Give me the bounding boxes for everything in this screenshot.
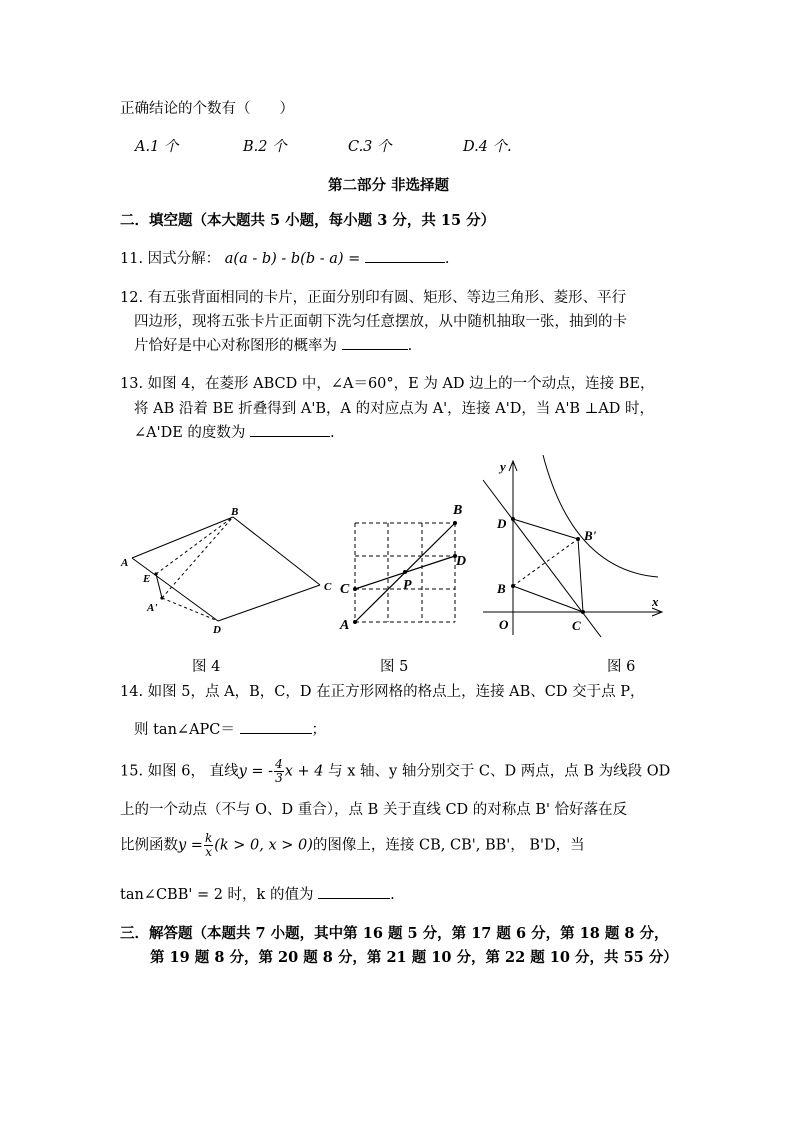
q15-end: . [390,887,395,903]
q11-blank [365,248,445,264]
section2-title: 二．填空题（本大题共 5 小题，每小题 3 分，共 15 分） [120,212,496,229]
q12-line3 [134,334,412,355]
fig6-label-b: B [497,581,506,596]
q15-line4 [120,883,395,904]
q10-option-b: B.2 个 [243,139,287,155]
q12-blank [342,335,408,351]
q15-line4-text: tan∠CBB' = 2 时，k 的值为 [120,887,314,903]
fig6-label-d: D [497,516,507,531]
fig4-label-c: C [324,581,332,593]
fig6-label-o: O [499,617,509,632]
fig6-label-c: C [572,618,581,633]
q10-tail: 正确结论的个数有（ ） [120,101,294,117]
q13-line1: 13. 如图 4，在菱形 ABCD 中，∠A＝60°，E 为 AD 边上的一个动点，连接 BE， [120,376,655,392]
q15-line3-pre: 比例函数 [120,837,178,854]
q14-line2-text: 则 tan∠APC＝ [134,722,235,738]
fig6-label-b1: B' [584,528,597,543]
q14-line1: 14. 如图 5，点 A，B，C，D 在正方形网格的格点上，连接 AB、CD 交于点 P， [120,684,645,700]
q10-option-d: D.4 个. [463,139,512,155]
fig5-label-c: C [340,582,350,597]
fig4-edge-bc [233,517,320,585]
section3-line1: 三．解答题（本题共 7 小题，其中第 16 题 5 分，第 17 题 6 分，第 18 题 8 分， [120,925,669,942]
fig4-label-a: A [121,557,129,569]
fig6-label-y: y [500,459,506,474]
q15-mid: 与 x 轴、y 轴分别交于 C、D 两点，点 B 为线段 OD [328,763,671,780]
fig4-edge-ab [132,517,233,558]
fig4-label-a1: A' [147,602,158,614]
q10-option-a: A.1 个 [135,139,179,155]
fig4-label-d: D [213,624,221,636]
q14-line2 [134,718,326,739]
q15-line3-fraction: $\frac{k}{x}$ [204,831,213,859]
fig4-line-a1d [162,598,218,621]
q13-blank [250,422,330,438]
q11-text: 11. 因式分解： [120,251,221,267]
fig5-label-d: D [456,554,467,569]
part2-title: 第二部分 非选择题 [328,177,450,194]
fig5-caption: 图 5 [380,659,409,675]
q11-expr: a(a - b) - b(b - a) = [224,251,361,267]
fig4-edge-ad [132,558,218,621]
q13-line3 [134,421,335,442]
q14-blank [240,719,312,735]
fig4-line-be [156,517,233,574]
q15-line2: 上的一个动点（不与 O、D 重合），点 B 关于直线 CD 的对称点 B' 恰好落在反 [120,802,628,818]
q11 [120,247,450,268]
fig4-edge-cd [218,585,320,621]
fig5-label-b: B [453,503,463,518]
fig4-label-b: B [231,506,239,518]
q12-line1: 12. 有五张背面相同的卡片，正面分别印有圆、矩形、等边三角形、菱形、平行 [120,290,627,306]
q15-line3-y: y = [178,837,203,854]
fig6-seg-b1c [578,539,583,612]
q15-line3-cond: (k > 0, x > 0) [214,837,313,854]
figure-4 [115,500,345,640]
fig6-hyperbola [543,455,658,577]
figure-6 [478,455,668,640]
fig4-line-ba1 [162,517,233,598]
q10-option-c: C.3 个 [348,139,392,155]
q15-pre: 直线 [209,763,239,780]
fig6-label-x: x [652,594,659,609]
q15-blank [318,884,390,900]
fig4-caption: 图 4 [192,659,221,675]
q13-line2: 将 AB 沿着 BE 折叠得到 A'B，A 的对应点为 A'，连接 A'D，当 A'B ⊥AD 时， [134,401,655,417]
fig5-label-p: P [403,578,412,593]
q15-x-plus: x + 4 [284,763,324,780]
q15-num: 15. 如图 6， [120,763,206,780]
section3-line2: 第 19 题 8 分，第 20 题 8 分，第 21 题 10 分，第 22 题 10 分，共 55 分） [150,949,678,966]
fig4-label-e: E [143,573,151,585]
q15-y-eq: y = - [238,763,274,780]
q12-line3-text: 片恰好是中心对称图形的概率为 [134,338,337,354]
q14-end: ； [311,722,327,738]
q12-end: . [407,338,413,354]
q15-line1 [120,758,670,785]
q15-fraction: $\frac{4}{3}$ [275,757,283,785]
figure-5 [335,495,485,635]
q13-end: . [330,425,335,441]
q15-line3-post: 的图像上，连接 CB, CB', BB'， B'D，当 [312,837,585,854]
q11-end: . [444,251,450,267]
q13-line3-text: ∠A'DE 的度数为 [134,425,246,441]
fig6-caption: 图 6 [607,659,636,675]
q12-line2: 四边形，现将五张卡片正面朝下洗匀任意摆放，从中随机抽取一张，抽到的卡 [134,314,627,330]
q15-line3 [120,832,585,859]
fig6-seg-db1 [513,519,578,539]
fig5-label-a: A [340,618,350,633]
